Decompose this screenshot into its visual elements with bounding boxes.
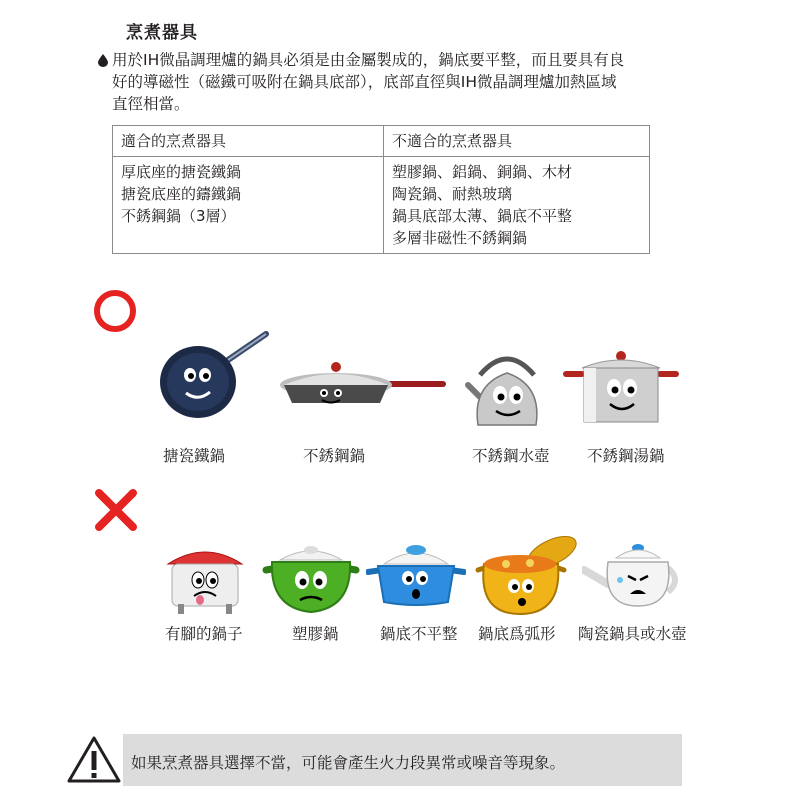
stainless-stockpot-icon bbox=[562, 348, 680, 428]
stainless-kettle-icon bbox=[462, 345, 552, 430]
intro-line-1: 用於IH微晶調理爐的鍋具必須是由金屬製成的，鍋底要平整，而且要具有良 bbox=[112, 51, 625, 69]
stainless-pan-icon bbox=[278, 355, 448, 415]
suitable-cell bbox=[113, 157, 384, 254]
good-item-label: 搪瓷鐵鍋 bbox=[163, 447, 226, 465]
suitable-item: 搪瓷底座的鑄鐵鍋 bbox=[121, 185, 242, 203]
footed-pot-icon bbox=[160, 538, 250, 618]
bad-item-label: 有腳的鍋子 bbox=[165, 625, 243, 643]
circle-ok-icon bbox=[92, 288, 138, 334]
warning-triangle-icon bbox=[65, 734, 123, 786]
bullet-drop-icon bbox=[98, 54, 108, 67]
uneven-pot-icon bbox=[366, 540, 466, 610]
good-item-label: 不銹鋼水壺 bbox=[472, 447, 550, 465]
plastic-pot-icon bbox=[262, 538, 360, 616]
unsuitable-item: 多層非磁性不銹鋼鍋 bbox=[392, 229, 528, 247]
unsuitable-cell bbox=[384, 157, 650, 254]
cookware-table bbox=[112, 125, 650, 254]
ceramic-teapot-icon bbox=[582, 540, 682, 610]
header-unsuitable: 不適合的烹煮器具 bbox=[384, 126, 650, 157]
suitable-item: 不銹鋼鍋（3層） bbox=[121, 207, 236, 225]
curved-bottom-pot-icon bbox=[472, 530, 582, 618]
bad-item-label: 鍋底爲弧形 bbox=[478, 625, 556, 643]
intro-line-3: 直徑相當。 bbox=[112, 95, 190, 113]
section-heading: 烹煮器具 bbox=[126, 23, 198, 43]
bad-item-label: 塑膠鍋 bbox=[292, 625, 339, 643]
enamel-pan-icon bbox=[158, 330, 273, 425]
header-suitable: 適合的烹煮器具 bbox=[113, 126, 384, 157]
warning-text: 如果烹煮器具選擇不當，可能會產生火力段異常或噪音等現象。 bbox=[131, 754, 566, 772]
intro-line-2: 好的導磁性（磁鐵可吸附在鍋具底部），底部直徑與IH微晶調理爐加熱區域 bbox=[112, 73, 617, 91]
intro-paragraph bbox=[98, 49, 688, 115]
bad-item-label: 陶瓷鍋具或水壺 bbox=[578, 625, 687, 643]
good-item-label: 不銹鋼鍋 bbox=[303, 447, 366, 465]
unsuitable-item: 塑膠鍋、鋁鍋、銅鍋、木材 bbox=[392, 163, 573, 181]
good-item-label: 不銹鋼湯鍋 bbox=[587, 447, 665, 465]
suitable-item: 厚底座的搪瓷鐵鍋 bbox=[121, 163, 242, 181]
cross-bad-icon bbox=[94, 488, 138, 532]
unsuitable-item: 鍋具底部太薄、鍋底不平整 bbox=[392, 207, 573, 225]
bad-item-label: 鍋底不平整 bbox=[380, 625, 458, 643]
unsuitable-item: 陶瓷鍋、耐熱玻璃 bbox=[392, 185, 513, 203]
